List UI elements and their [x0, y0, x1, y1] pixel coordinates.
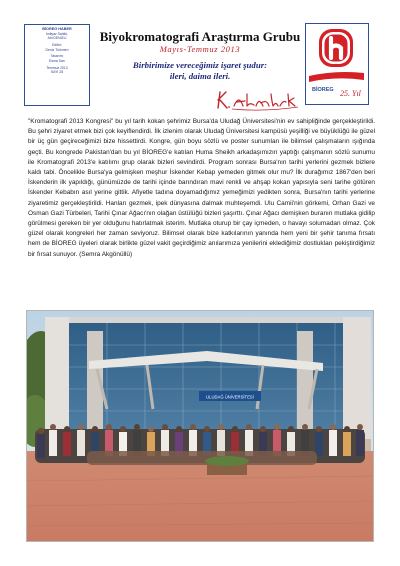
issue-date: Mayıs-Temmuz 2013 [159, 44, 241, 54]
motto-line-2: ileri, daima ileri. [169, 71, 231, 81]
imprint-line: SAYI 28 [50, 70, 64, 75]
imprint-line: İmtiyaz Sahibi, [45, 31, 69, 36]
newsletter-title: Biyokromatografi Araştırma Grubu [99, 29, 301, 44]
group-photo-illustration [27, 311, 373, 541]
imprint-line: BİOREG HABER [42, 27, 72, 31]
logo-anniversary: 25. Yıl [340, 89, 361, 98]
imprint-box [24, 24, 90, 106]
article-body: "Kromatografi 2013 Kongresi" bu yıl tarih kokan şehrimiz Bursa'da Uludağ Üniversitesi'nin ev sahipliğinde gerçekleştirildi. Bu şehri ziyaret etmek bizi çok keyiflendirdi. İlk izlenim olarak Uludağ Üniversitesi kampüsü yeşilliği ve büyüklüğü ile güzel bir üç gün geçireceğimizi bize hissettirdi. Kongre, gün boyu sözlü ve poster sunumları ile bilimsel çalışmaların ışığında geçti. Bu kongrede Pakistan'dan bu yıl BİOREG'e katılan Huma Sheikh arkadaşımızın yaptığı çalışmanın sözlü sunumu ile Kromatografi 2013'e katılımı grup olarak bizleri sevindirdi. Program sonrası Bursa'nın tarihi yerlerini gezmek bizlere kaldı tabi. Öncelikle Bursa'ya gelmişken meşhur İskender Kebap yemeden gitmek olur mu? İlk durağımız 1867'den beri İskenderin ilk yapıldığı, günümüzde de tarihi içinde barındıran mavi renkli ve ahşap kokan yapısıyla seni tarihe götüren İskender Kebabın asıl yerine gittik. Afiyetle tadına doyamadığımız yemeğimizi yedikten sonra, Bursa'nın tarihi yerlerine ziyaretimiz gerçekleştirildi. Hanları gezmek, ipek dünyasına dalmak muhteşemdi. Ulu Camii'nin görkemi, Orhan Gazi ve Osman Gazi Türbeleri, Tarihi Çınar Ağacı'nın olağan üstülüğü bizleri şaşırttı. Çınar Ağacı demişken buranın mutlaka gidilip görülmesi gereken bir yer olduğunu hatırlatmak isterim. Mutlaka oturup bir çay içmeden, o havayı solumadan olmaz. Çok güzel olarak kongreleri her zaman seviyoruz. Bilimsel olarak bize katkılarının yanında hem yeni bir şehir tanıma fırsatı hem de BİOREG üyeleri olarak birlikte güzel vakit geçirdiğimiz anılarımıza yenilerini eklediğimiz dostlukları pekiştirdiğimiz bir fırsat sunuyor. (Semra Akgönüllü) [28, 118, 375, 258]
imprint-line: Deniz Türkmen [45, 47, 69, 52]
building-sign: ULUDAĞ ÜNİVERSİTESİ [206, 394, 254, 400]
group-photo [26, 310, 374, 542]
imprint-line: Temmuz 2013 [46, 65, 68, 70]
ataturk-signature [214, 88, 300, 112]
imprint-line: Atıl DENİZLİ [47, 36, 67, 41]
imprint-line: Esma Sarı [49, 58, 65, 63]
bioreg-logo [305, 23, 369, 105]
imprint-line: Tasarım; [50, 54, 64, 59]
imprint-line: Editör; [52, 42, 62, 47]
motto-line-1: Birbirimize vereceğimiz işaret şudur: [132, 60, 268, 70]
logo-caption: BİOREG [312, 87, 334, 93]
